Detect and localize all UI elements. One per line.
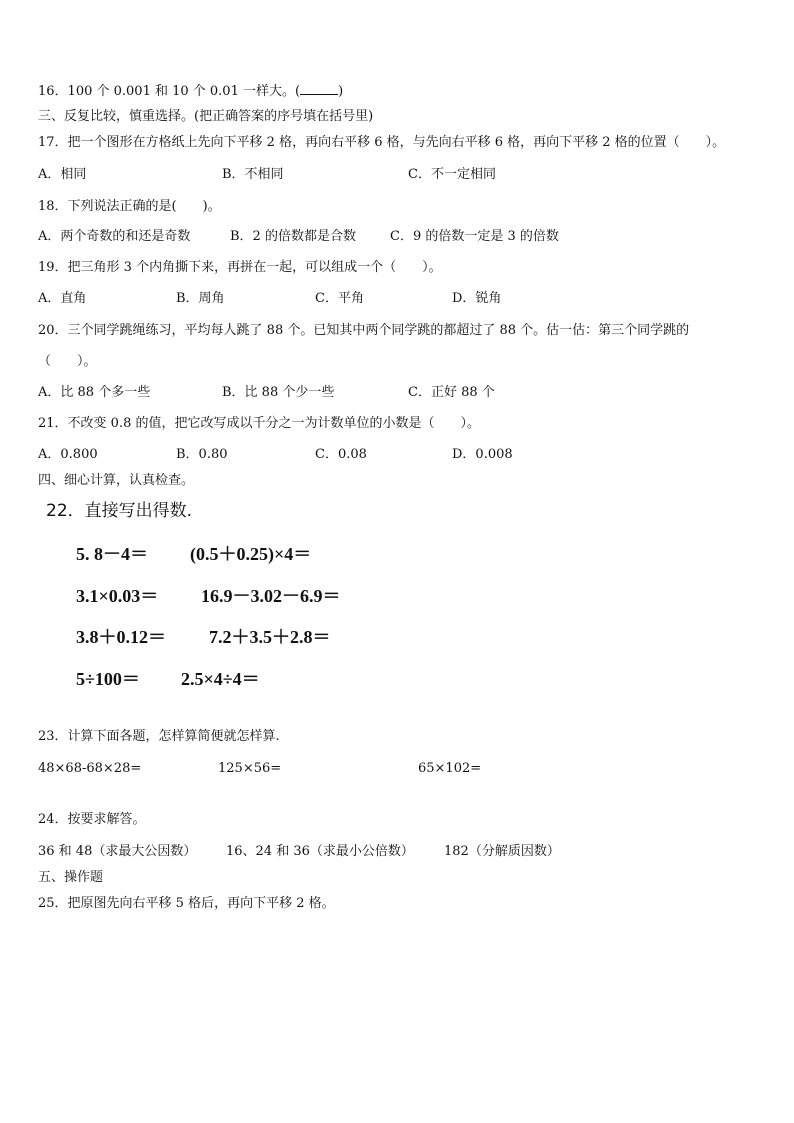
option-a: A．相同 xyxy=(38,167,87,182)
question-16-close: ) xyxy=(338,84,344,99)
option-a: A．比 88 个多一些 xyxy=(38,385,151,400)
question-16 xyxy=(38,82,343,101)
expression: 3.1×0.03＝ xyxy=(76,586,159,606)
option-c: C．0.08 xyxy=(315,447,367,462)
answer-blank[interactable] xyxy=(300,82,338,95)
option-b: B．比 88 个少一些 xyxy=(222,385,335,400)
expression: 16.9－3.02－6.9＝ xyxy=(201,586,341,606)
expression: 2.5×4÷4＝ xyxy=(181,669,260,689)
question-25-stem: 25．把原图先向右平移 5 格后，再向下平移 2 格。 xyxy=(38,896,335,911)
option-b: B．0.80 xyxy=(176,447,228,462)
option-c: C．正好 88 个 xyxy=(408,385,495,400)
task-item: 182（分解质因数） xyxy=(444,844,560,859)
task-item: 16、24 和 36（求最小公倍数） xyxy=(226,844,414,859)
option-b: B．周角 xyxy=(176,291,225,306)
section-3-heading: 三、反复比较，慎重选择。(把正确答案的序号填在括号里) xyxy=(38,109,374,124)
calc-item: 125×56= xyxy=(218,761,282,776)
option-c: C．不一定相同 xyxy=(408,167,496,182)
option-c: C．平角 xyxy=(315,291,364,306)
option-a: A．0.800 xyxy=(38,447,98,462)
question-23-stem: 23．计算下面各题，怎样算简便就怎样算. xyxy=(38,729,280,744)
question-16-text: 16．100 个 0.001 和 10 个 0.01 一样大。( xyxy=(38,84,301,99)
option-b: B．不相同 xyxy=(222,167,284,182)
question-20-stem-continued: （ ）。 xyxy=(38,354,97,369)
expression: (0.5＋0.25)×4＝ xyxy=(190,544,312,564)
calc-item: 48×68-68×28= xyxy=(38,761,142,776)
option-a: A．两个奇数的和还是奇数 xyxy=(38,229,191,244)
question-20-stem: 20．三个同学跳绳练习，平均每人跳了 88 个。已知其中两个同学跳的都超过了 88 个。估一估：第三个同学跳的 xyxy=(38,323,690,338)
question-19-stem: 19．把三角形 3 个内角撕下来，再拼在一起，可以组成一个（ ）。 xyxy=(38,260,442,275)
question-22-title: 22．直接写出得数. xyxy=(46,501,193,521)
task-item: 36 和 48（求最大公因数） xyxy=(38,844,197,859)
option-a: A．直角 xyxy=(38,291,87,306)
section-5-heading: 五、操作题 xyxy=(38,870,104,885)
section-4-heading: 四、细心计算，认真检查。 xyxy=(38,473,195,488)
question-18-stem: 18．下列说法正确的是( )。 xyxy=(38,199,221,214)
expression: 7.2＋3.5＋2.8＝ xyxy=(209,627,331,647)
question-17-stem: 17．把一个图形在方格纸上先向下平移 2 格，再向右平移 6 格，与先向右平移 6 格，再向下平移 2 格的位置（ ）。 xyxy=(38,135,726,150)
question-24-stem: 24．按要求解答。 xyxy=(38,812,146,827)
expression: 3.8＋0.12＝ xyxy=(76,627,166,647)
expression: 5÷100＝ xyxy=(76,669,140,689)
calc-item: 65×102= xyxy=(418,761,482,776)
option-b: B．2 的倍数都是合数 xyxy=(230,229,356,244)
option-d: D．锐角 xyxy=(452,291,502,306)
option-d: D．0.008 xyxy=(452,447,513,462)
question-21-stem: 21．不改变 0.8 的值，把它改写成以千分之一为计数单位的小数是（ ）。 xyxy=(38,416,480,431)
expression: 5. 8－4＝ xyxy=(76,544,148,564)
option-c: C．9 的倍数一定是 3 的倍数 xyxy=(390,229,559,244)
